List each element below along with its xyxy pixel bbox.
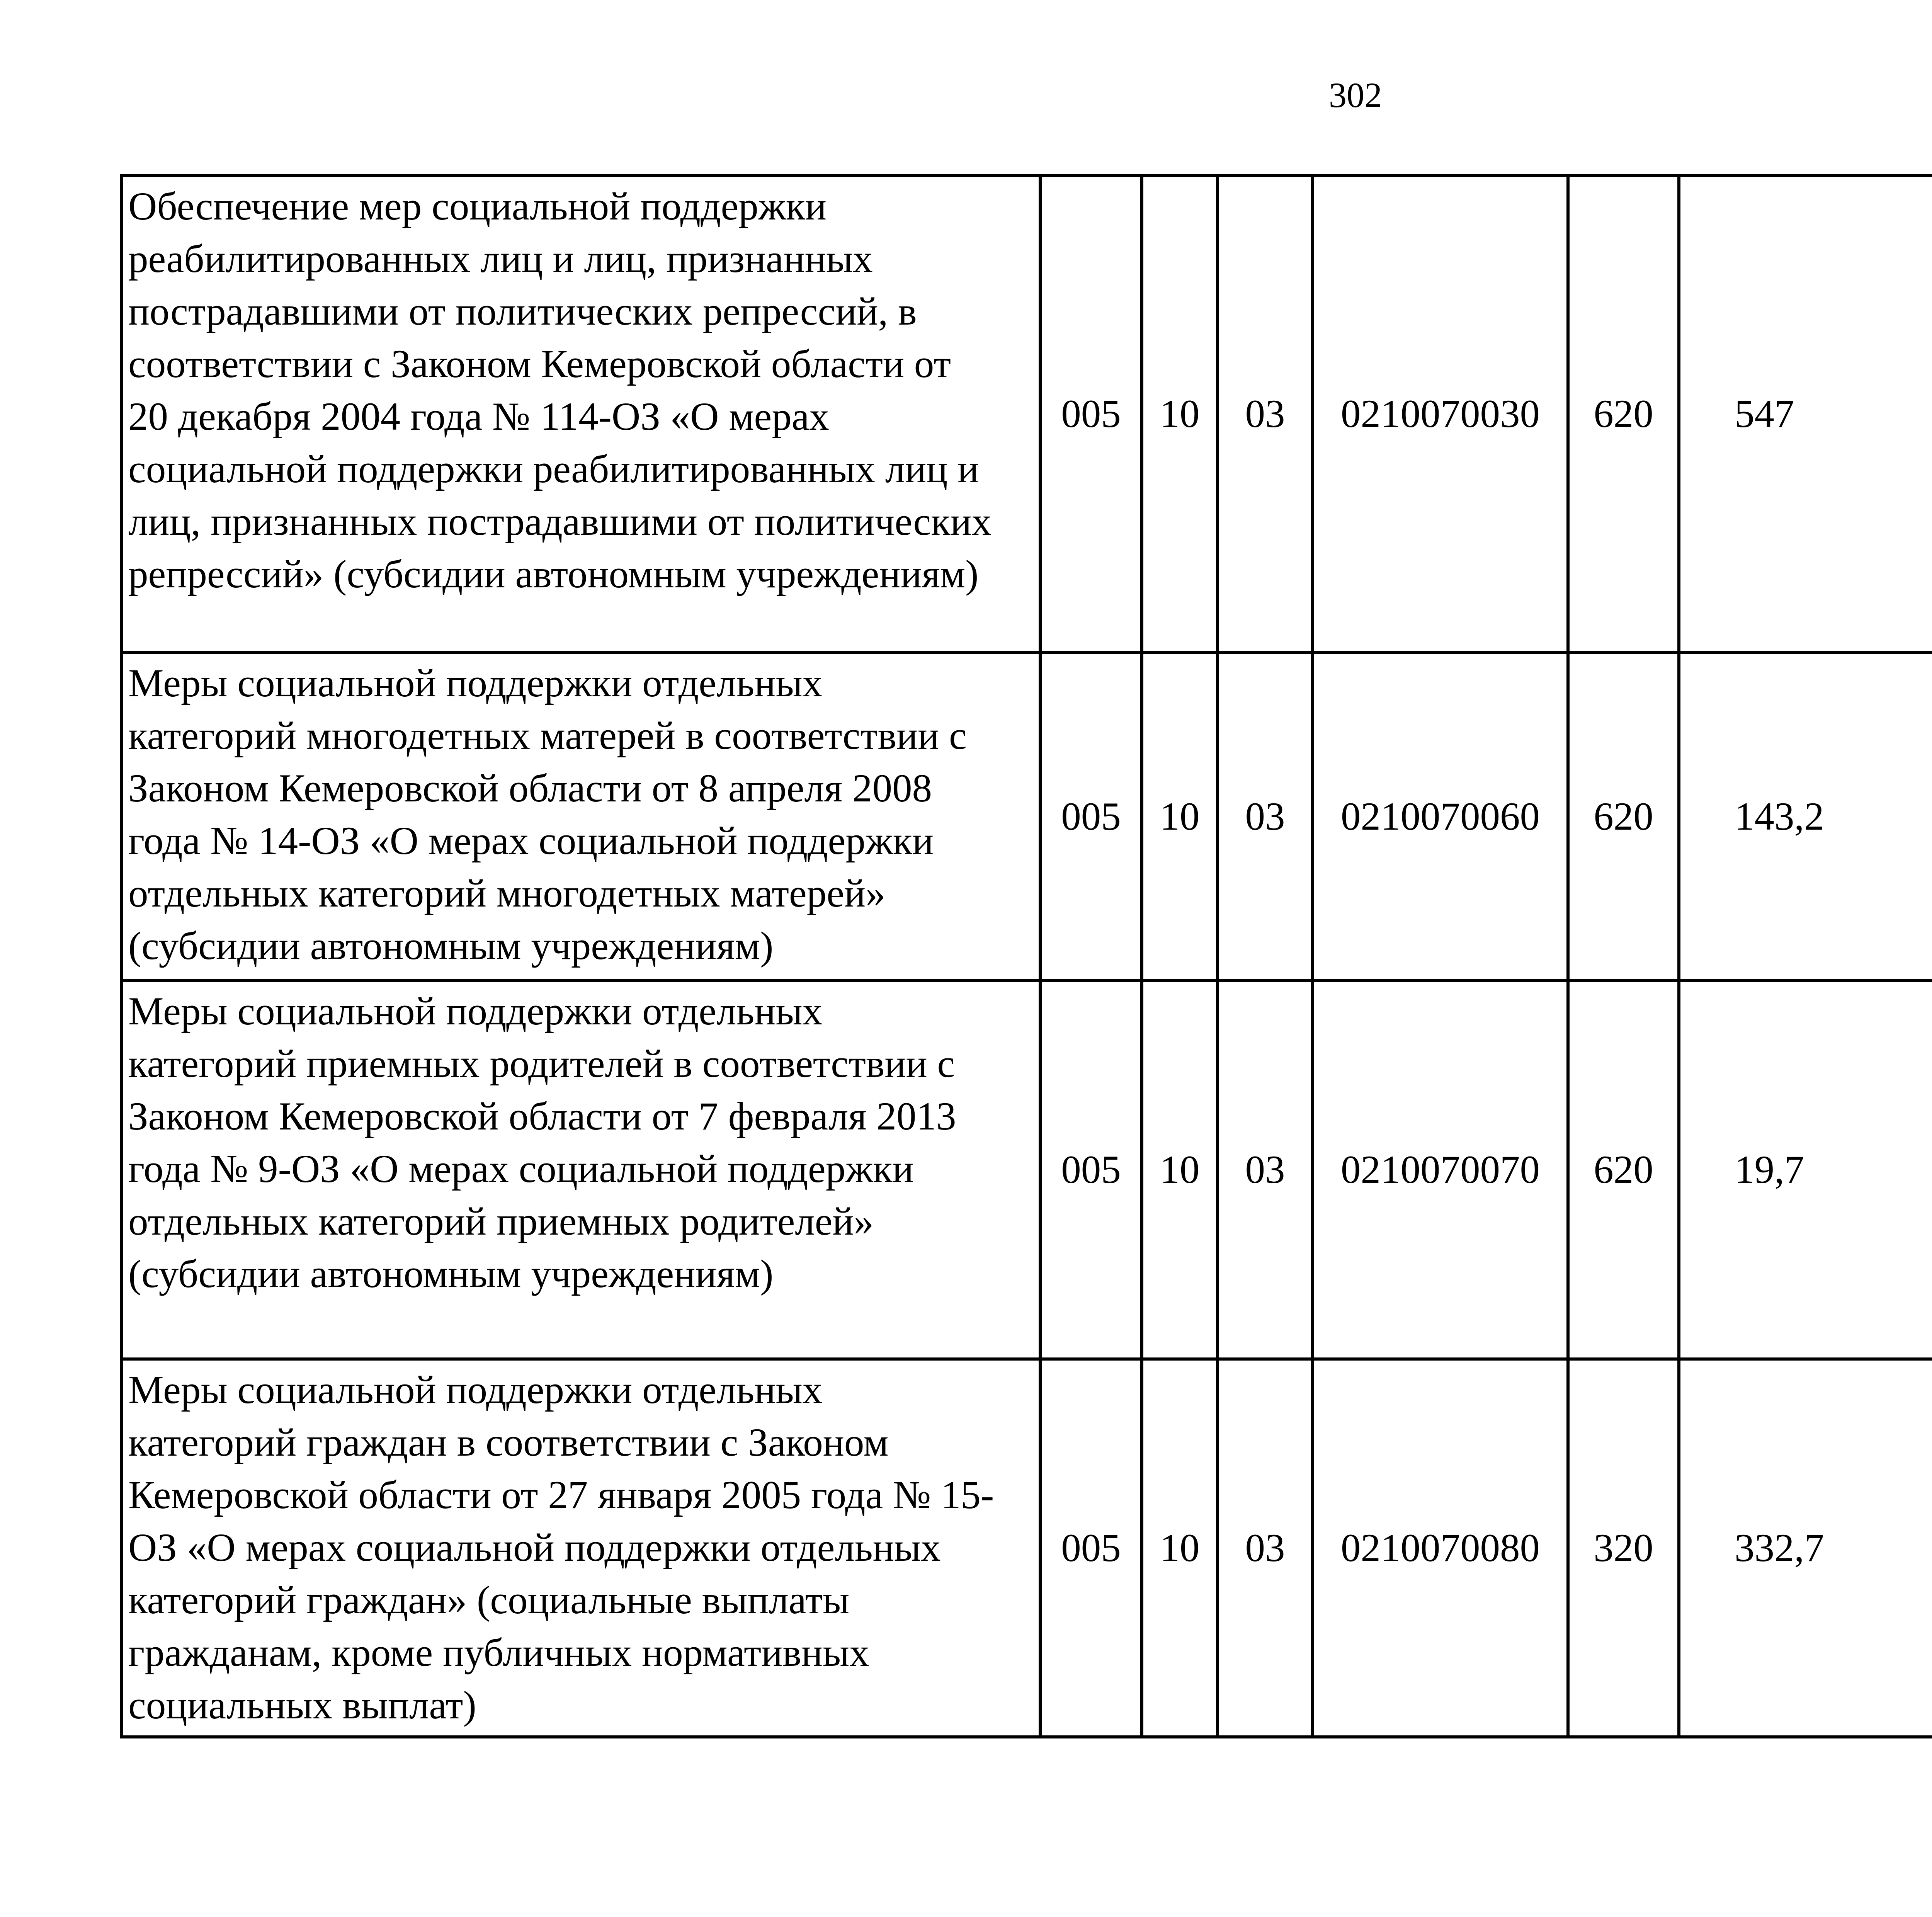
- description-line: Меры социальной поддержки отдельных: [128, 989, 823, 1033]
- amount-1-cell: 19,7: [1679, 980, 1932, 1359]
- amount-1-cell: 547: [1679, 175, 1932, 652]
- description-line: социальной поддержки реабилитированных лиц и: [128, 447, 979, 491]
- budget-table: [120, 174, 1932, 1738]
- description-line: категорий граждан в соответствии с Законом: [128, 1420, 889, 1465]
- amount-1-cell: 143,2: [1679, 652, 1932, 980]
- table-row: [121, 652, 1932, 980]
- description-line: отдельных категорий многодетных матерей»: [128, 871, 886, 915]
- ministry-code-cell: 005: [1040, 652, 1142, 980]
- page-number: 302: [1329, 75, 1382, 115]
- expense-type-cell: 620: [1568, 175, 1679, 652]
- description-line: Обеспечение мер социальной поддержки: [128, 184, 827, 228]
- description-line: социальных выплат): [128, 1683, 476, 1727]
- expense-type-cell: 620: [1568, 980, 1679, 1359]
- description-line: ОЗ «О мерах социальной поддержки отдельных: [128, 1526, 941, 1570]
- section-code-cell: 10: [1142, 175, 1218, 652]
- subsection-code-cell: 03: [1218, 652, 1313, 980]
- description-line: Законом Кемеровской области от 7 февраля 2013: [128, 1094, 956, 1138]
- description-line: (субсидии автономным учреждениям): [128, 924, 774, 968]
- description-line: гражданам, кроме публичных нормативных: [128, 1631, 869, 1675]
- subsection-code-cell: 03: [1218, 980, 1313, 1359]
- table-row: [121, 1359, 1932, 1737]
- subsection-code-cell: 03: [1218, 175, 1313, 652]
- description-line: категорий граждан» (социальные выплаты: [128, 1578, 850, 1622]
- description-line: пострадавшими от политических репрессий, в: [128, 289, 917, 333]
- description-line: категорий приемных родителей в соответствии с: [128, 1042, 955, 1086]
- target-article-cell: 0210070080: [1313, 1359, 1568, 1737]
- description-line: соответствии с Законом Кемеровской области от: [128, 342, 951, 386]
- description-line: отдельных категорий приемных родителей»: [128, 1199, 874, 1243]
- description-line: Меры социальной поддержки отдельных: [128, 1368, 823, 1412]
- description-line: Меры социальной поддержки отдельных: [128, 661, 823, 705]
- description-line: Законом Кемеровской области от 8 апреля 2008: [128, 766, 932, 810]
- description-cell: [121, 1359, 1040, 1737]
- description-line: Кемеровской области от 27 января 2005 года № 15-: [128, 1473, 994, 1517]
- description-line: реабилитированных лиц и лиц, признанных: [128, 237, 873, 281]
- expense-type-cell: 320: [1568, 1359, 1679, 1737]
- target-article-cell: 0210070030: [1313, 175, 1568, 652]
- table-row: [121, 175, 1932, 652]
- amount-1-cell: 332,7: [1679, 1359, 1932, 1737]
- description-cell: [121, 652, 1040, 980]
- ministry-code-cell: 005: [1040, 1359, 1142, 1737]
- expense-type-cell: 620: [1568, 652, 1679, 980]
- ministry-code-cell: 005: [1040, 980, 1142, 1359]
- description-line: года № 9-ОЗ «О мерах социальной поддержки: [128, 1147, 914, 1191]
- description-line: (субсидии автономным учреждениям): [128, 1252, 774, 1296]
- description-line: года № 14-ОЗ «О мерах социальной поддержки: [128, 819, 934, 863]
- target-article-cell: 0210070060: [1313, 652, 1568, 980]
- description-line: категорий многодетных матерей в соответствии с: [128, 714, 967, 758]
- section-code-cell: 10: [1142, 652, 1218, 980]
- section-code-cell: 10: [1142, 980, 1218, 1359]
- section-code-cell: 10: [1142, 1359, 1218, 1737]
- description-cell: [121, 175, 1040, 652]
- table-body: [121, 175, 1932, 1737]
- description-cell: [121, 980, 1040, 1359]
- description-line: репрессий» (субсидии автономным учреждениям): [128, 552, 979, 596]
- target-article-cell: 0210070070: [1313, 980, 1568, 1359]
- ministry-code-cell: 005: [1040, 175, 1142, 652]
- description-line: 20 декабря 2004 года № 114-ОЗ «О мерах: [128, 395, 829, 439]
- description-line: лиц, признанных пострадавшими от политических: [128, 500, 992, 544]
- subsection-code-cell: 03: [1218, 1359, 1313, 1737]
- table-row: [121, 980, 1932, 1359]
